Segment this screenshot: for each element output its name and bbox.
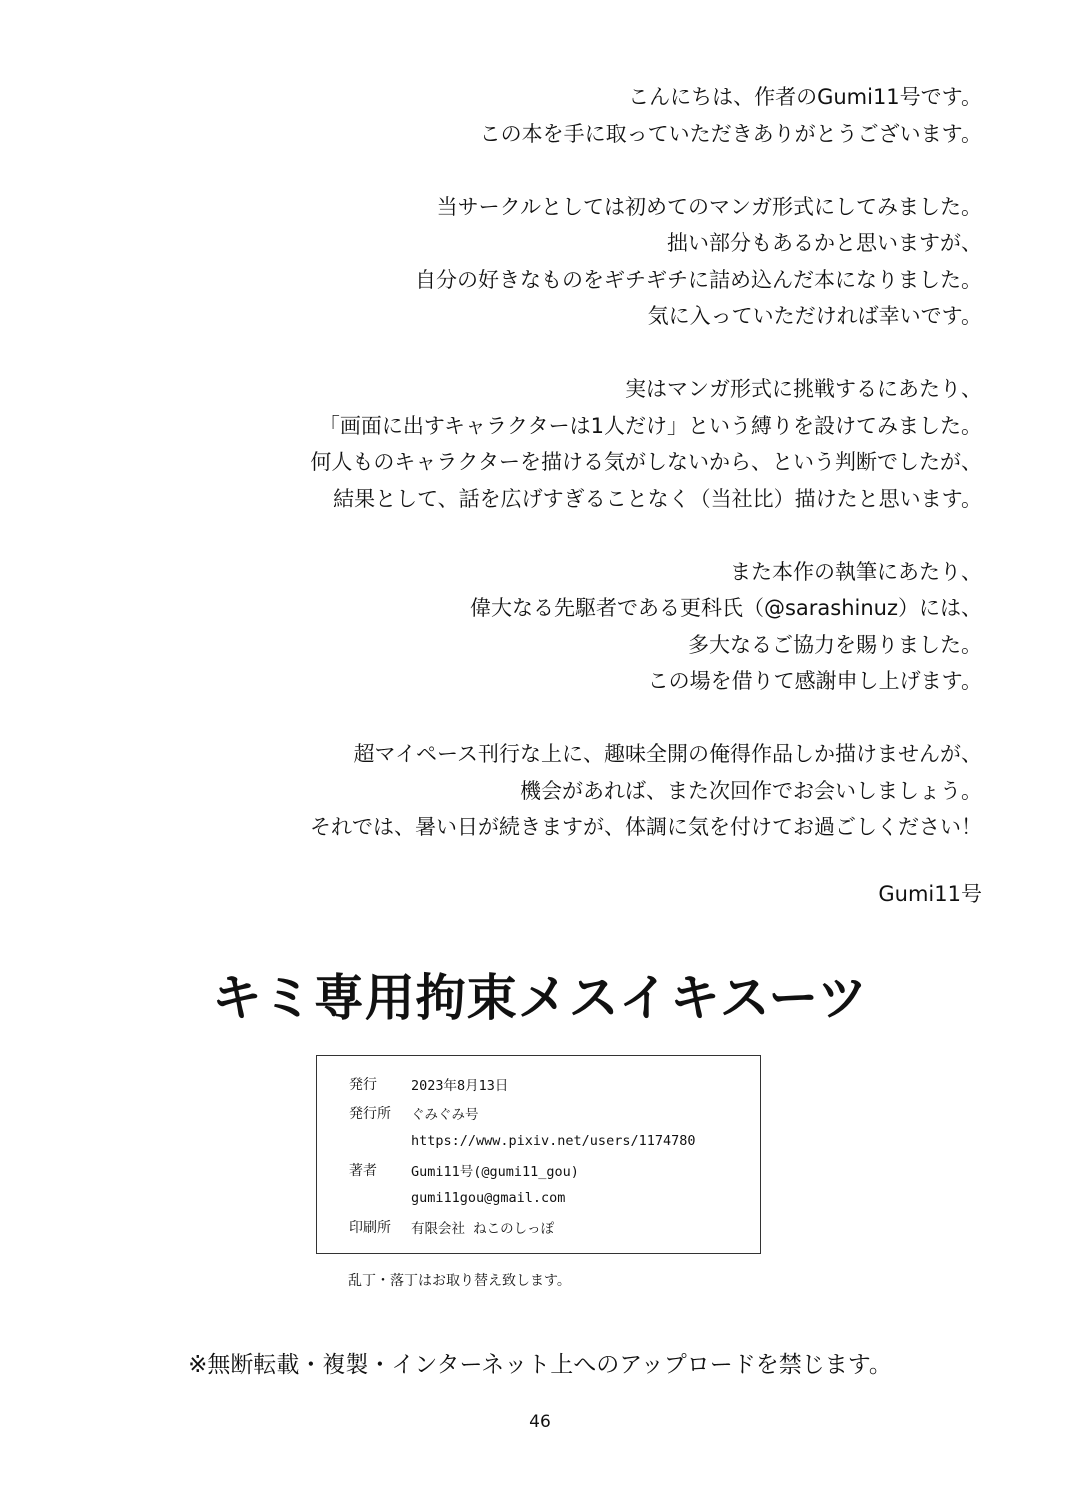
row-key: 発行所 (349, 1105, 391, 1122)
author-signature: Gumi11号 (878, 882, 982, 906)
colophon-box (316, 1055, 761, 1254)
text-line: 多大なるご協力を賜りました。 (688, 632, 982, 657)
text-line: こんにちは、作者のGumi11号です。 (628, 85, 982, 109)
colophon-row-issued (349, 1070, 760, 1099)
text-line: 偉大なる先駆者である更科氏（@sarashinuz）には、 (469, 596, 982, 620)
text-line: 超マイペース刊行な上に、趣味全開の俺得作品しか描けませんが、 (353, 742, 982, 766)
page-number: 46 (529, 1412, 551, 1432)
colophon-row-author (349, 1156, 760, 1185)
row-value: ぐみぐみ号 (411, 1106, 479, 1123)
row-value: gumi11gou@gmail.com (411, 1190, 566, 1207)
colophon-row-email (349, 1184, 760, 1213)
afterword-letter (310, 79, 982, 882)
text-line: 拙い部分もあるかと思いますが、 (667, 231, 982, 255)
text-line: この本を手に取っていただきありがとうございます。 (479, 121, 982, 146)
colophon-row-url (349, 1127, 760, 1156)
text-line: 機会があれば、また次回作でお会いしましょう。 (520, 778, 982, 803)
paragraph (310, 189, 982, 335)
row-value: Gumi11号(@gumi11_gou) (411, 1163, 579, 1180)
text-line: 結果として、話を広げすぎることなく（当社比）描けたと思います。 (333, 486, 982, 511)
text-line: この場を借りて感謝申し上げます。 (647, 669, 982, 693)
paragraph (310, 736, 982, 846)
colophon-row-publisher (349, 1099, 760, 1128)
colophon-row-printer (349, 1213, 760, 1242)
text-line: 「画面に出すキャラクターは1人だけ」という縛りを設けてみました。 (318, 413, 982, 438)
text-line: 気に入っていただければ幸いです。 (647, 304, 982, 328)
text-line: 実はマンガ形式に挑戦するにあたり、 (625, 377, 982, 401)
copyright-warning: ※無断転載・複製・インターネット上へのアップロードを禁じます。 (188, 1352, 892, 1378)
text-line: また本作の執筆にあたり、 (730, 559, 982, 584)
text-line: 当サークルとしては初めてのマンガ形式にしてみました。 (436, 194, 982, 219)
row-key: 発行 (349, 1077, 377, 1094)
row-value: 2023年8月13日 (411, 1078, 509, 1095)
text-line: それでは、暑い日が続きますが、体調に気を付けてお過ごしください！ (310, 815, 982, 839)
paragraph (310, 79, 982, 152)
row-key: 印刷所 (349, 1219, 391, 1236)
row-value: https://www.pixiv.net/users/1174780 (411, 1133, 696, 1150)
paragraph (310, 371, 982, 517)
row-key: 著者 (349, 1162, 377, 1179)
book-title: キミ専用拘束メスイキスーツ (211, 969, 869, 1027)
text-line: 自分の好きなものをギチギチに詰め込んだ本になりました。 (415, 267, 982, 292)
replacement-note: 乱丁・落丁はお取り替え致します。 (348, 1273, 571, 1289)
row-value: 有限会社 ねこのしっぽ (411, 1220, 555, 1237)
text-line: 何人ものキャラクターを描ける気がしないから、という判断でしたが、 (310, 450, 982, 474)
paragraph (310, 554, 982, 700)
